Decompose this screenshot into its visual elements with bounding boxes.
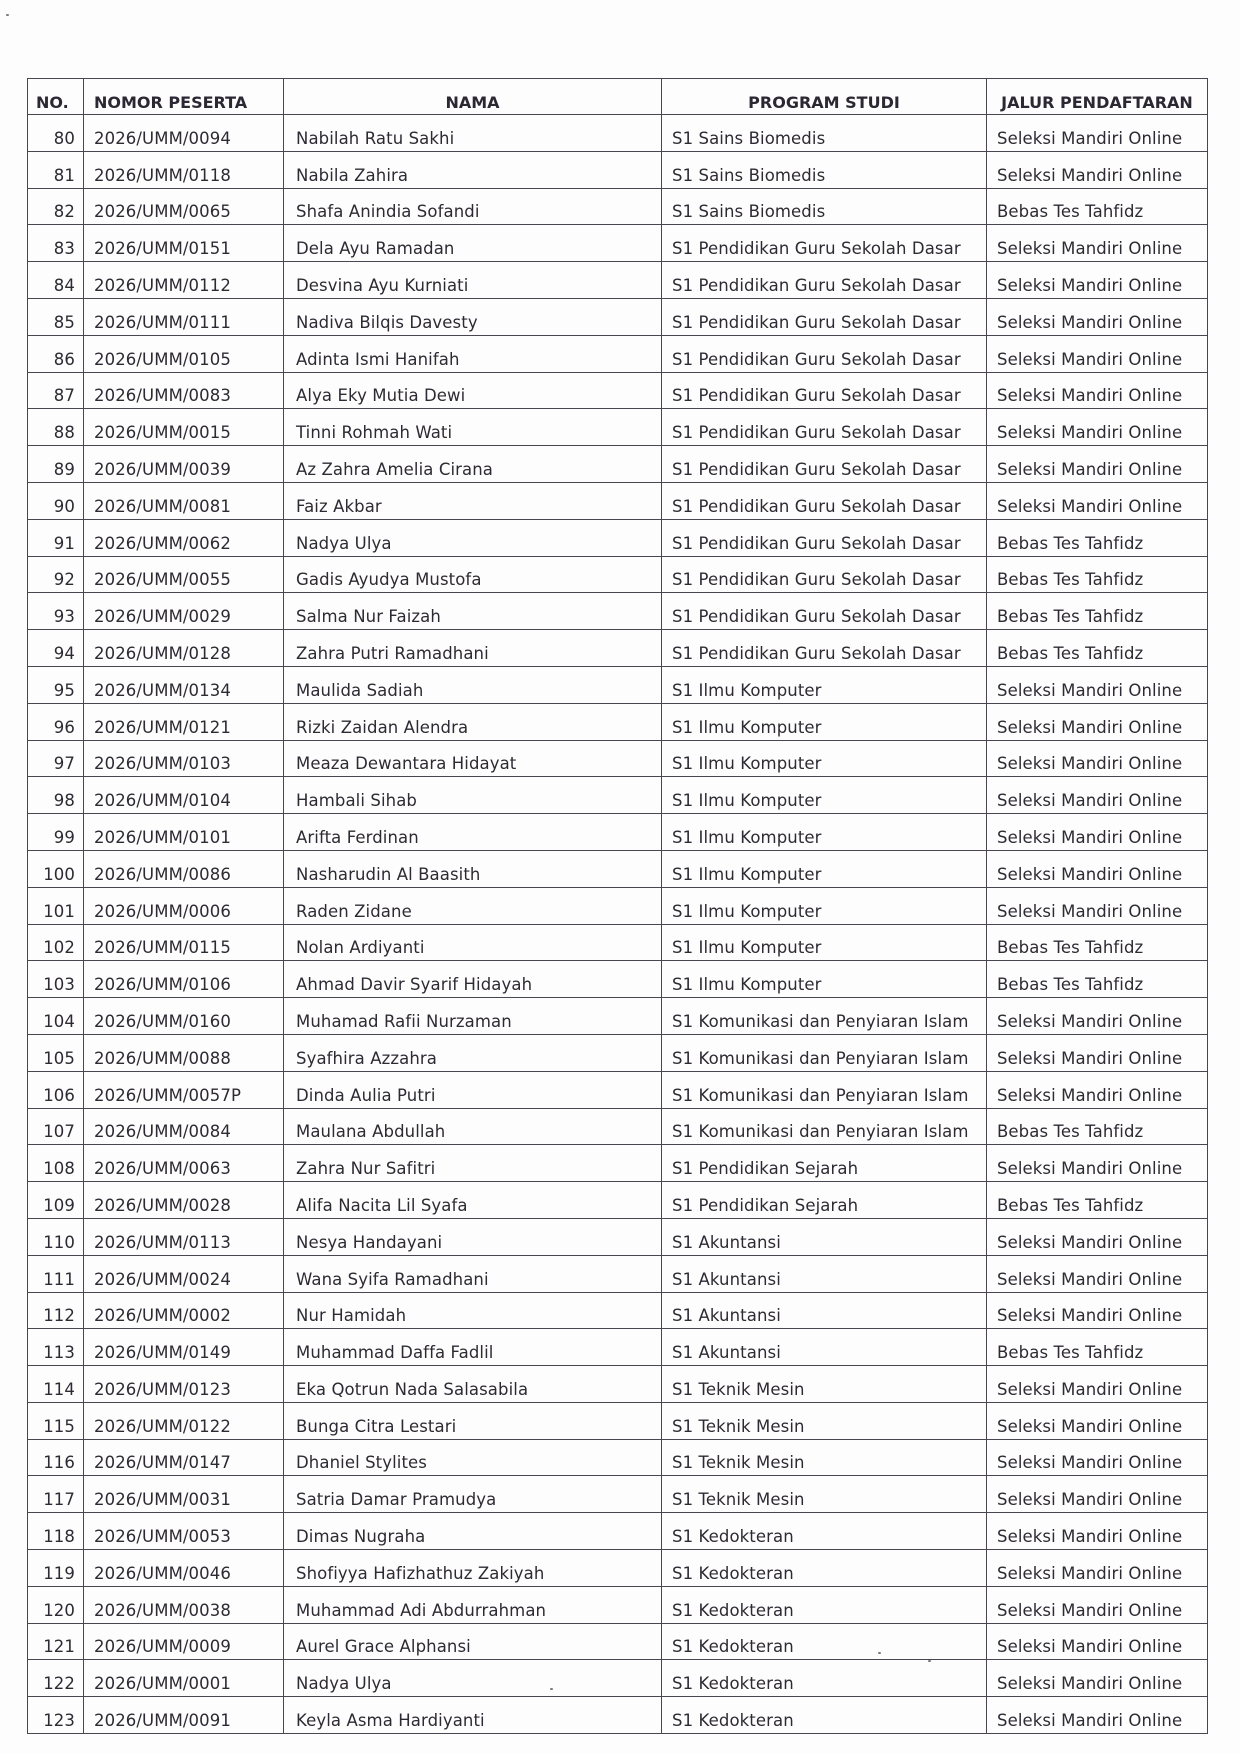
table-row: [28, 593, 1208, 630]
cell-nomor-peserta: 2026/UMM/0113: [84, 1218, 284, 1255]
cell-no: 105: [28, 1034, 84, 1071]
cell-program-studi: S1 Kedokteran: [662, 1660, 987, 1697]
cell-nama: Shofiyya Hafizhathuz Zakiyah: [284, 1550, 662, 1587]
table-body: [28, 115, 1208, 1734]
table-row: [28, 1182, 1208, 1219]
cell-program-studi: S1 Komunikasi dan Penyiaran Islam: [662, 1034, 987, 1071]
cell-no: 90: [28, 482, 84, 519]
cell-program-studi: S1 Sains Biomedis: [662, 188, 987, 225]
cell-nama: Muhammad Daffa Fadlil: [284, 1329, 662, 1366]
cell-jalur-pendaftaran: Seleksi Mandiri Online: [987, 482, 1208, 519]
cell-program-studi: S1 Sains Biomedis: [662, 151, 987, 188]
cell-program-studi: S1 Kedokteran: [662, 1550, 987, 1587]
cell-no: 106: [28, 1071, 84, 1108]
cell-jalur-pendaftaran: Bebas Tes Tahfidz: [987, 1329, 1208, 1366]
cell-nomor-peserta: 2026/UMM/0006: [84, 887, 284, 924]
header-program-studi: PROGRAM STUDI: [662, 79, 987, 115]
cell-no: 119: [28, 1550, 84, 1587]
table-row: [28, 151, 1208, 188]
cell-nama: Desvina Ayu Kurniati: [284, 262, 662, 299]
table-row: [28, 1586, 1208, 1623]
cell-jalur-pendaftaran: Seleksi Mandiri Online: [987, 703, 1208, 740]
cell-jalur-pendaftaran: Seleksi Mandiri Online: [987, 409, 1208, 446]
table-row: [28, 1439, 1208, 1476]
cell-nomor-peserta: 2026/UMM/0046: [84, 1550, 284, 1587]
cell-no: 86: [28, 335, 84, 372]
cell-nama: Rizki Zaidan Alendra: [284, 703, 662, 740]
table-row: [28, 556, 1208, 593]
cell-jalur-pendaftaran: Seleksi Mandiri Online: [987, 372, 1208, 409]
table-row: [28, 740, 1208, 777]
cell-no: 104: [28, 998, 84, 1035]
cell-nomor-peserta: 2026/UMM/0151: [84, 225, 284, 262]
table-row: [28, 1402, 1208, 1439]
cell-nomor-peserta: 2026/UMM/0002: [84, 1292, 284, 1329]
cell-jalur-pendaftaran: Bebas Tes Tahfidz: [987, 1108, 1208, 1145]
cell-nomor-peserta: 2026/UMM/0038: [84, 1586, 284, 1623]
cell-program-studi: S1 Pendidikan Guru Sekolah Dasar: [662, 556, 987, 593]
table-row: [28, 1218, 1208, 1255]
cell-no: 95: [28, 666, 84, 703]
cell-program-studi: S1 Ilmu Komputer: [662, 887, 987, 924]
cell-nama: Nadiva Bilqis Davesty: [284, 298, 662, 335]
cell-nama: Meaza Dewantara Hidayat: [284, 740, 662, 777]
cell-no: 85: [28, 298, 84, 335]
cell-jalur-pendaftaran: Seleksi Mandiri Online: [987, 666, 1208, 703]
cell-nomor-peserta: 2026/UMM/0057P: [84, 1071, 284, 1108]
cell-nama: Nesya Handayani: [284, 1218, 662, 1255]
table-row: [28, 814, 1208, 851]
registration-table-container: [27, 78, 1207, 1734]
cell-nama: Nolan Ardiyanti: [284, 924, 662, 961]
cell-no: 115: [28, 1402, 84, 1439]
cell-nomor-peserta: 2026/UMM/0106: [84, 961, 284, 998]
cell-nama: Maulida Sadiah: [284, 666, 662, 703]
cell-no: 103: [28, 961, 84, 998]
table-row: [28, 1366, 1208, 1403]
table-row: [28, 998, 1208, 1035]
cell-nama: Arifta Ferdinan: [284, 814, 662, 851]
cell-nama: Dela Ayu Ramadan: [284, 225, 662, 262]
header-no: NO.: [28, 79, 84, 115]
cell-nomor-peserta: 2026/UMM/0009: [84, 1623, 284, 1660]
cell-program-studi: S1 Pendidikan Guru Sekolah Dasar: [662, 519, 987, 556]
cell-no: 110: [28, 1218, 84, 1255]
table-row: [28, 1292, 1208, 1329]
cell-program-studi: S1 Akuntansi: [662, 1255, 987, 1292]
cell-program-studi: S1 Ilmu Komputer: [662, 850, 987, 887]
cell-program-studi: S1 Kedokteran: [662, 1623, 987, 1660]
table-row: [28, 1513, 1208, 1550]
table-row: [28, 1550, 1208, 1587]
cell-nama: Syafhira Azzahra: [284, 1034, 662, 1071]
cell-nama: Nabila Zahira: [284, 151, 662, 188]
cell-nomor-peserta: 2026/UMM/0053: [84, 1513, 284, 1550]
cell-no: 108: [28, 1145, 84, 1182]
cell-nomor-peserta: 2026/UMM/0122: [84, 1402, 284, 1439]
cell-nama: Zahra Nur Safitri: [284, 1145, 662, 1182]
header-jalur-pendaftaran: JALUR PENDAFTARAN: [987, 79, 1208, 115]
table-row: [28, 703, 1208, 740]
cell-nama: Gadis Ayudya Mustofa: [284, 556, 662, 593]
cell-no: 112: [28, 1292, 84, 1329]
cell-no: 91: [28, 519, 84, 556]
cell-no: 83: [28, 225, 84, 262]
cell-jalur-pendaftaran: Seleksi Mandiri Online: [987, 998, 1208, 1035]
table-row: [28, 1255, 1208, 1292]
cell-program-studi: S1 Kedokteran: [662, 1586, 987, 1623]
cell-program-studi: S1 Pendidikan Sejarah: [662, 1182, 987, 1219]
cell-jalur-pendaftaran: Seleksi Mandiri Online: [987, 262, 1208, 299]
cell-program-studi: S1 Ilmu Komputer: [662, 703, 987, 740]
table-row: [28, 777, 1208, 814]
cell-program-studi: S1 Pendidikan Guru Sekolah Dasar: [662, 593, 987, 630]
cell-no: 107: [28, 1108, 84, 1145]
cell-no: 88: [28, 409, 84, 446]
cell-nomor-peserta: 2026/UMM/0160: [84, 998, 284, 1035]
cell-jalur-pendaftaran: Seleksi Mandiri Online: [987, 1145, 1208, 1182]
cell-jalur-pendaftaran: Seleksi Mandiri Online: [987, 1218, 1208, 1255]
cell-jalur-pendaftaran: Seleksi Mandiri Online: [987, 225, 1208, 262]
cell-nomor-peserta: 2026/UMM/0028: [84, 1182, 284, 1219]
cell-nama: Dimas Nugraha: [284, 1513, 662, 1550]
table-row: [28, 298, 1208, 335]
cell-nomor-peserta: 2026/UMM/0031: [84, 1476, 284, 1513]
cell-nomor-peserta: 2026/UMM/0001: [84, 1660, 284, 1697]
cell-program-studi: S1 Sains Biomedis: [662, 115, 987, 152]
cell-program-studi: S1 Akuntansi: [662, 1329, 987, 1366]
table-row: [28, 1476, 1208, 1513]
cell-jalur-pendaftaran: Seleksi Mandiri Online: [987, 814, 1208, 851]
cell-jalur-pendaftaran: Seleksi Mandiri Online: [987, 1402, 1208, 1439]
table-row: [28, 1071, 1208, 1108]
table-row: [28, 1034, 1208, 1071]
cell-nomor-peserta: 2026/UMM/0149: [84, 1329, 284, 1366]
cell-program-studi: S1 Kedokteran: [662, 1513, 987, 1550]
cell-program-studi: S1 Ilmu Komputer: [662, 924, 987, 961]
cell-program-studi: S1 Akuntansi: [662, 1292, 987, 1329]
cell-no: 121: [28, 1623, 84, 1660]
cell-nomor-peserta: 2026/UMM/0065: [84, 188, 284, 225]
cell-program-studi: S1 Pendidikan Guru Sekolah Dasar: [662, 446, 987, 483]
cell-nama: Aurel Grace Alphansi: [284, 1623, 662, 1660]
cell-no: 93: [28, 593, 84, 630]
cell-jalur-pendaftaran: Seleksi Mandiri Online: [987, 298, 1208, 335]
cell-jalur-pendaftaran: Seleksi Mandiri Online: [987, 1513, 1208, 1550]
cell-nomor-peserta: 2026/UMM/0111: [84, 298, 284, 335]
cell-program-studi: S1 Pendidikan Guru Sekolah Dasar: [662, 409, 987, 446]
cell-nomor-peserta: 2026/UMM/0081: [84, 482, 284, 519]
cell-nomor-peserta: 2026/UMM/0086: [84, 850, 284, 887]
cell-nama: Bunga Citra Lestari: [284, 1402, 662, 1439]
cell-nomor-peserta: 2026/UMM/0121: [84, 703, 284, 740]
cell-program-studi: S1 Teknik Mesin: [662, 1476, 987, 1513]
cell-nama: Eka Qotrun Nada Salasabila: [284, 1366, 662, 1403]
cell-nomor-peserta: 2026/UMM/0039: [84, 446, 284, 483]
cell-nomor-peserta: 2026/UMM/0123: [84, 1366, 284, 1403]
cell-nama: Adinta Ismi Hanifah: [284, 335, 662, 372]
cell-jalur-pendaftaran: Seleksi Mandiri Online: [987, 1586, 1208, 1623]
cell-nama: Muhamad Rafii Nurzaman: [284, 998, 662, 1035]
cell-nomor-peserta: 2026/UMM/0094: [84, 115, 284, 152]
cell-jalur-pendaftaran: Bebas Tes Tahfidz: [987, 1182, 1208, 1219]
cell-nomor-peserta: 2026/UMM/0091: [84, 1697, 284, 1734]
table-row: [28, 1108, 1208, 1145]
cell-program-studi: S1 Komunikasi dan Penyiaran Islam: [662, 1108, 987, 1145]
cell-no: 100: [28, 850, 84, 887]
cell-jalur-pendaftaran: Seleksi Mandiri Online: [987, 1255, 1208, 1292]
cell-nama: Nabilah Ratu Sakhi: [284, 115, 662, 152]
table-row: [28, 1697, 1208, 1734]
table-row: [28, 482, 1208, 519]
cell-no: 116: [28, 1439, 84, 1476]
cell-nomor-peserta: 2026/UMM/0084: [84, 1108, 284, 1145]
cell-jalur-pendaftaran: Seleksi Mandiri Online: [987, 850, 1208, 887]
table-row: [28, 1329, 1208, 1366]
cell-nama: Muhammad Adi Abdurrahman: [284, 1586, 662, 1623]
cell-no: 120: [28, 1586, 84, 1623]
cell-jalur-pendaftaran: Seleksi Mandiri Online: [987, 887, 1208, 924]
cell-nomor-peserta: 2026/UMM/0128: [84, 630, 284, 667]
cell-jalur-pendaftaran: Seleksi Mandiri Online: [987, 1034, 1208, 1071]
cell-jalur-pendaftaran: Seleksi Mandiri Online: [987, 115, 1208, 152]
cell-nama: Dinda Aulia Putri: [284, 1071, 662, 1108]
table-row: [28, 924, 1208, 961]
cell-program-studi: S1 Pendidikan Guru Sekolah Dasar: [662, 298, 987, 335]
cell-jalur-pendaftaran: Seleksi Mandiri Online: [987, 1366, 1208, 1403]
table-row: [28, 850, 1208, 887]
cell-nomor-peserta: 2026/UMM/0147: [84, 1439, 284, 1476]
cell-nomor-peserta: 2026/UMM/0103: [84, 740, 284, 777]
cell-nama: Nadya Ulya: [284, 519, 662, 556]
cell-no: 87: [28, 372, 84, 409]
cell-nomor-peserta: 2026/UMM/0115: [84, 924, 284, 961]
registration-table: [27, 78, 1208, 1734]
cell-nomor-peserta: 2026/UMM/0088: [84, 1034, 284, 1071]
cell-jalur-pendaftaran: Bebas Tes Tahfidz: [987, 630, 1208, 667]
cell-nama: Wana Syifa Ramadhani: [284, 1255, 662, 1292]
cell-no: 81: [28, 151, 84, 188]
cell-nama: Nasharudin Al Baasith: [284, 850, 662, 887]
cell-nama: Tinni Rohmah Wati: [284, 409, 662, 446]
cell-nama: Alya Eky Mutia Dewi: [284, 372, 662, 409]
cell-program-studi: S1 Pendidikan Guru Sekolah Dasar: [662, 225, 987, 262]
cell-no: 117: [28, 1476, 84, 1513]
cell-nomor-peserta: 2026/UMM/0134: [84, 666, 284, 703]
cell-program-studi: S1 Teknik Mesin: [662, 1366, 987, 1403]
cell-program-studi: S1 Akuntansi: [662, 1218, 987, 1255]
cell-nama: Satria Damar Pramudya: [284, 1476, 662, 1513]
table-row: [28, 887, 1208, 924]
scan-speck: [6, 14, 9, 16]
table-row: [28, 115, 1208, 152]
cell-no: 96: [28, 703, 84, 740]
cell-no: 101: [28, 887, 84, 924]
cell-nama: Shafa Anindia Sofandi: [284, 188, 662, 225]
cell-no: 111: [28, 1255, 84, 1292]
cell-nomor-peserta: 2026/UMM/0015: [84, 409, 284, 446]
cell-nomor-peserta: 2026/UMM/0029: [84, 593, 284, 630]
cell-nama: Keyla Asma Hardiyanti: [284, 1697, 662, 1734]
table-row: [28, 372, 1208, 409]
table-row: [28, 630, 1208, 667]
cell-jalur-pendaftaran: Seleksi Mandiri Online: [987, 777, 1208, 814]
cell-nama: Raden Zidane: [284, 887, 662, 924]
cell-program-studi: S1 Komunikasi dan Penyiaran Islam: [662, 998, 987, 1035]
cell-no: 97: [28, 740, 84, 777]
table-header-row: [28, 79, 1208, 115]
cell-nomor-peserta: 2026/UMM/0062: [84, 519, 284, 556]
cell-program-studi: S1 Pendidikan Guru Sekolah Dasar: [662, 630, 987, 667]
cell-no: 122: [28, 1660, 84, 1697]
cell-nama: Nur Hamidah: [284, 1292, 662, 1329]
table-row: [28, 262, 1208, 299]
cell-no: 102: [28, 924, 84, 961]
cell-program-studi: S1 Pendidikan Guru Sekolah Dasar: [662, 262, 987, 299]
cell-jalur-pendaftaran: Seleksi Mandiri Online: [987, 1292, 1208, 1329]
cell-jalur-pendaftaran: Seleksi Mandiri Online: [987, 1660, 1208, 1697]
cell-jalur-pendaftaran: Seleksi Mandiri Online: [987, 1439, 1208, 1476]
cell-nomor-peserta: 2026/UMM/0104: [84, 777, 284, 814]
table-row: [28, 188, 1208, 225]
cell-nomor-peserta: 2026/UMM/0118: [84, 151, 284, 188]
cell-program-studi: S1 Teknik Mesin: [662, 1402, 987, 1439]
cell-nomor-peserta: 2026/UMM/0024: [84, 1255, 284, 1292]
cell-nama: Dhaniel Stylites: [284, 1439, 662, 1476]
cell-program-studi: S1 Kedokteran: [662, 1697, 987, 1734]
cell-program-studi: S1 Pendidikan Guru Sekolah Dasar: [662, 335, 987, 372]
cell-program-studi: S1 Ilmu Komputer: [662, 777, 987, 814]
cell-nomor-peserta: 2026/UMM/0105: [84, 335, 284, 372]
cell-jalur-pendaftaran: Bebas Tes Tahfidz: [987, 519, 1208, 556]
cell-jalur-pendaftaran: Bebas Tes Tahfidz: [987, 961, 1208, 998]
cell-nomor-peserta: 2026/UMM/0083: [84, 372, 284, 409]
cell-nama: Zahra Putri Ramadhani: [284, 630, 662, 667]
cell-jalur-pendaftaran: Seleksi Mandiri Online: [987, 1550, 1208, 1587]
cell-nomor-peserta: 2026/UMM/0112: [84, 262, 284, 299]
cell-jalur-pendaftaran: Seleksi Mandiri Online: [987, 446, 1208, 483]
cell-no: 113: [28, 1329, 84, 1366]
cell-nama: Maulana Abdullah: [284, 1108, 662, 1145]
cell-program-studi: S1 Pendidikan Guru Sekolah Dasar: [662, 372, 987, 409]
table-row: [28, 1145, 1208, 1182]
cell-jalur-pendaftaran: Seleksi Mandiri Online: [987, 335, 1208, 372]
cell-program-studi: S1 Ilmu Komputer: [662, 740, 987, 777]
cell-program-studi: S1 Ilmu Komputer: [662, 961, 987, 998]
cell-program-studi: S1 Ilmu Komputer: [662, 814, 987, 851]
table-row: [28, 335, 1208, 372]
cell-no: 123: [28, 1697, 84, 1734]
cell-jalur-pendaftaran: Bebas Tes Tahfidz: [987, 188, 1208, 225]
cell-no: 92: [28, 556, 84, 593]
cell-nomor-peserta: 2026/UMM/0101: [84, 814, 284, 851]
cell-nama: Nadya Ulya: [284, 1660, 662, 1697]
cell-no: 98: [28, 777, 84, 814]
cell-no: 109: [28, 1182, 84, 1219]
cell-jalur-pendaftaran: Bebas Tes Tahfidz: [987, 924, 1208, 961]
cell-program-studi: S1 Teknik Mesin: [662, 1439, 987, 1476]
cell-program-studi: S1 Ilmu Komputer: [662, 666, 987, 703]
table-row: [28, 1623, 1208, 1660]
cell-program-studi: S1 Pendidikan Sejarah: [662, 1145, 987, 1182]
cell-program-studi: S1 Pendidikan Guru Sekolah Dasar: [662, 482, 987, 519]
cell-jalur-pendaftaran: Seleksi Mandiri Online: [987, 1697, 1208, 1734]
cell-nama: Salma Nur Faizah: [284, 593, 662, 630]
cell-jalur-pendaftaran: Seleksi Mandiri Online: [987, 1623, 1208, 1660]
cell-jalur-pendaftaran: Bebas Tes Tahfidz: [987, 556, 1208, 593]
cell-nama: Faiz Akbar: [284, 482, 662, 519]
cell-no: 89: [28, 446, 84, 483]
cell-nama: Az Zahra Amelia Cirana: [284, 446, 662, 483]
cell-no: 82: [28, 188, 84, 225]
cell-nomor-peserta: 2026/UMM/0063: [84, 1145, 284, 1182]
table-row: [28, 225, 1208, 262]
cell-no: 114: [28, 1366, 84, 1403]
header-nomor-peserta: NOMOR PESERTA: [84, 79, 284, 115]
cell-jalur-pendaftaran: Bebas Tes Tahfidz: [987, 593, 1208, 630]
table-row: [28, 409, 1208, 446]
cell-nomor-peserta: 2026/UMM/0055: [84, 556, 284, 593]
table-row: [28, 519, 1208, 556]
table-row: [28, 961, 1208, 998]
cell-no: 118: [28, 1513, 84, 1550]
cell-no: 94: [28, 630, 84, 667]
cell-jalur-pendaftaran: Seleksi Mandiri Online: [987, 1476, 1208, 1513]
cell-no: 99: [28, 814, 84, 851]
table-row: [28, 446, 1208, 483]
table-row: [28, 666, 1208, 703]
cell-jalur-pendaftaran: Seleksi Mandiri Online: [987, 151, 1208, 188]
cell-jalur-pendaftaran: Seleksi Mandiri Online: [987, 1071, 1208, 1108]
cell-nama: Ahmad Davir Syarif Hidayah: [284, 961, 662, 998]
cell-nama: Hambali Sihab: [284, 777, 662, 814]
table-row: [28, 1660, 1208, 1697]
cell-nama: Alifa Nacita Lil Syafa: [284, 1182, 662, 1219]
cell-no: 84: [28, 262, 84, 299]
cell-jalur-pendaftaran: Seleksi Mandiri Online: [987, 740, 1208, 777]
cell-no: 80: [28, 115, 84, 152]
header-nama: NAMA: [284, 79, 662, 115]
cell-program-studi: S1 Komunikasi dan Penyiaran Islam: [662, 1071, 987, 1108]
